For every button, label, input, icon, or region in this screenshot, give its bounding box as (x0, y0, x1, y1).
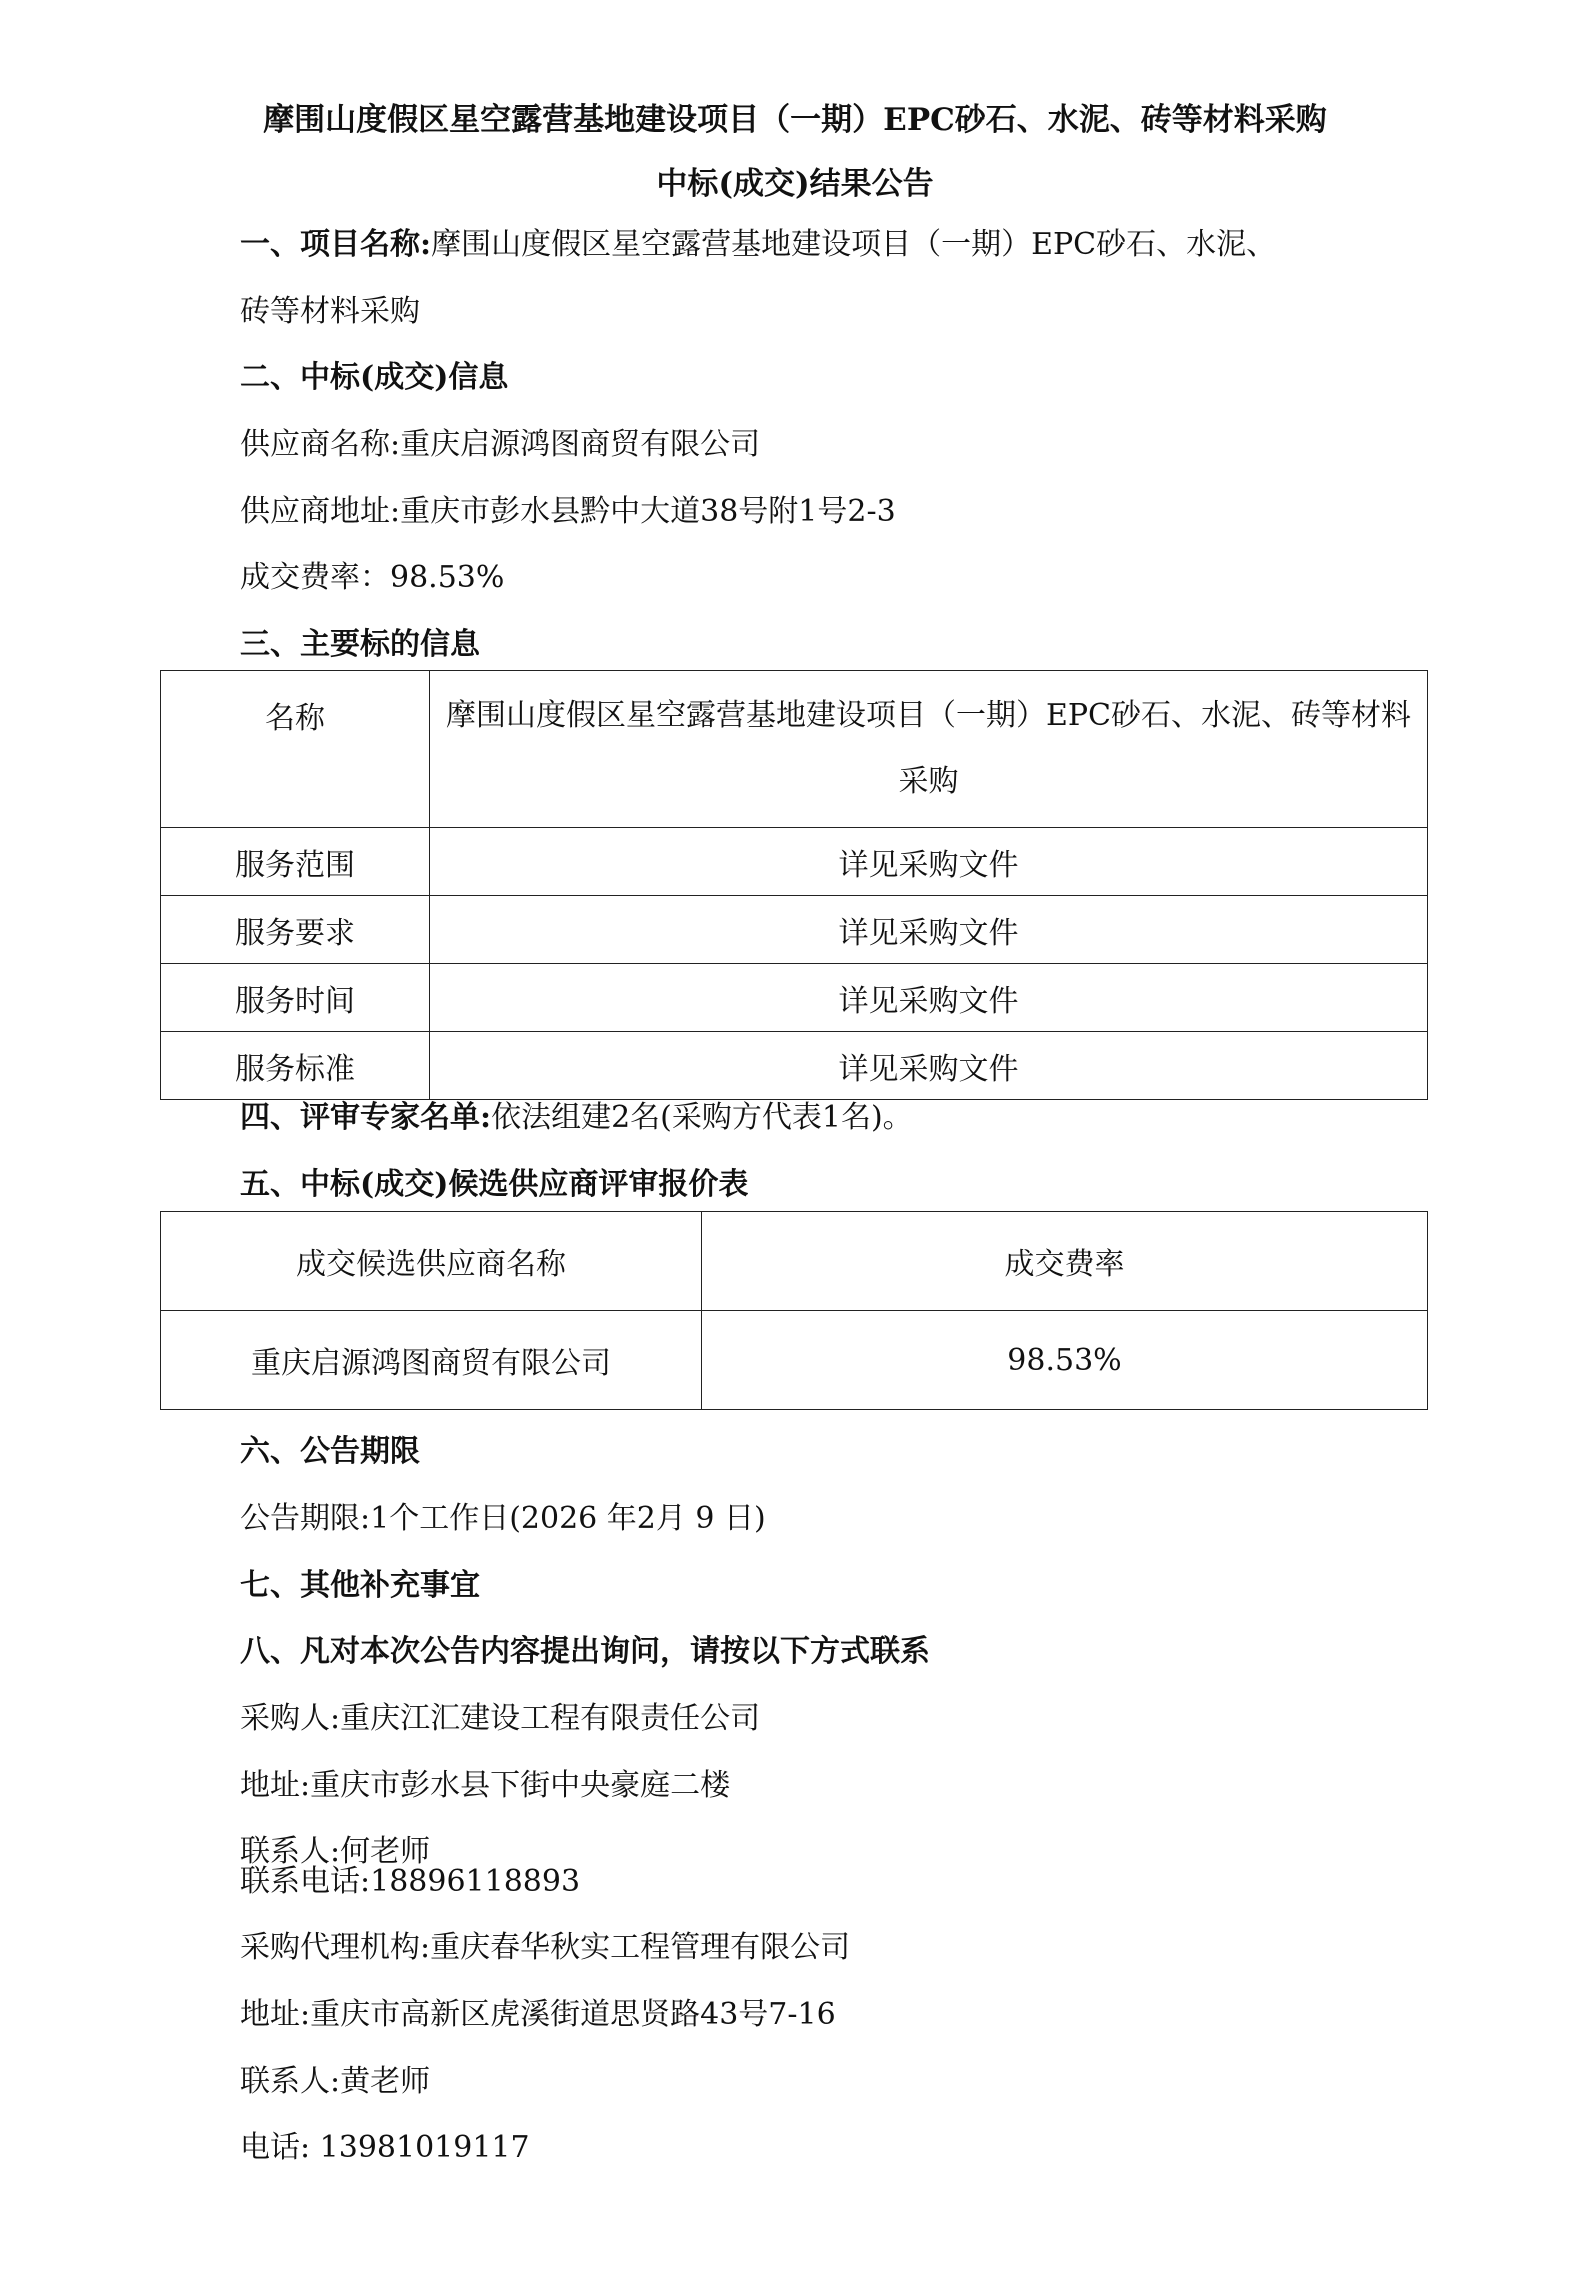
table-cell-label: 服务时间 (161, 964, 430, 1032)
document-title-line1: 摩围山度假区星空露营基地建设项目（一期）EPC砂石、水泥、砖等材料采购 (263, 102, 1327, 138)
table-row (161, 896, 1428, 964)
agency-contact: 联系人:黄老师 (240, 2064, 431, 2099)
subject-info-table (160, 670, 1428, 1100)
table-cell-label: 名称 (161, 671, 430, 828)
section7-heading: 七、其他补充事宜 (240, 1568, 480, 1603)
agency-phone: 电话: 13981019117 (240, 2130, 530, 2165)
candidate-quote-table (160, 1211, 1428, 1410)
table-row (161, 671, 1428, 828)
table-cell-value: 详见采购文件 (430, 1032, 1428, 1100)
table-row (161, 828, 1428, 896)
table-cell-value: 详见采购文件 (430, 964, 1428, 1032)
section2-heading: 二、中标(成交)信息 (240, 360, 509, 395)
document-title-line2: 中标(成交)结果公告 (656, 166, 934, 202)
table-row (161, 1032, 1428, 1100)
table-header-row (161, 1212, 1428, 1311)
table-cell-value: 详见采购文件 (430, 828, 1428, 896)
project-name-text-cont: 砖等材料采购 (240, 294, 420, 329)
section3-heading: 三、主要标的信息 (240, 627, 480, 662)
purchaser-contact: 联系人:何老师 (240, 1834, 431, 1869)
agency-address: 地址:重庆市高新区虎溪街道思贤路43号7-16 (240, 1997, 836, 2032)
purchaser-phone: 联系电话:18896118893 (240, 1864, 581, 1899)
table-row (161, 964, 1428, 1032)
section6-heading: 六、公告期限 (240, 1434, 420, 1469)
table-cell-label: 服务标准 (161, 1032, 430, 1100)
purchaser-name: 采购人:重庆江汇建设工程有限责任公司 (240, 1701, 761, 1736)
section4-line (240, 1098, 913, 1138)
transaction-rate: 成交费率：98.53% (240, 560, 505, 595)
section4-heading: 四、评审专家名单: (240, 1100, 492, 1135)
table-header-cell: 成交候选供应商名称 (161, 1212, 702, 1311)
section1-line (240, 225, 1276, 265)
supplier-address: 供应商地址:重庆市彭水县黔中大道38号附1号2-3 (240, 494, 896, 529)
table-cell: 重庆启源鸿图商贸有限公司 (161, 1311, 702, 1410)
purchaser-address: 地址:重庆市彭水县下街中央豪庭二楼 (240, 1768, 731, 1803)
table-header-cell: 成交费率 (702, 1212, 1428, 1311)
expert-list-text: 依法组建2名(采购方代表1名)。 (491, 1100, 913, 1135)
section1-heading: 一、项目名称: (240, 227, 432, 262)
notice-period-text: 公告期限:1个工作日(2026 年2月 9 日) (240, 1501, 766, 1536)
project-name-text: 摩围山度假区星空露营基地建设项目（一期）EPC砂石、水泥、 (431, 227, 1277, 262)
table-cell-label: 服务范围 (161, 828, 430, 896)
table-row (161, 1311, 1428, 1410)
section8-heading: 八、凡对本次公告内容提出询问，请按以下方式联系 (240, 1634, 930, 1669)
table-cell-label: 服务要求 (161, 896, 430, 964)
agency-name: 采购代理机构:重庆春华秋实工程管理有限公司 (240, 1930, 851, 1965)
table-cell: 98.53% (702, 1311, 1428, 1410)
section5-heading: 五、中标(成交)候选供应商评审报价表 (240, 1167, 749, 1202)
table-cell-value: 详见采购文件 (430, 896, 1428, 964)
table-cell-value: 摩围山度假区星空露营基地建设项目（一期）EPC砂石、水泥、砖等材料采购 (430, 671, 1428, 828)
supplier-name: 供应商名称:重庆启源鸿图商贸有限公司 (240, 427, 761, 462)
